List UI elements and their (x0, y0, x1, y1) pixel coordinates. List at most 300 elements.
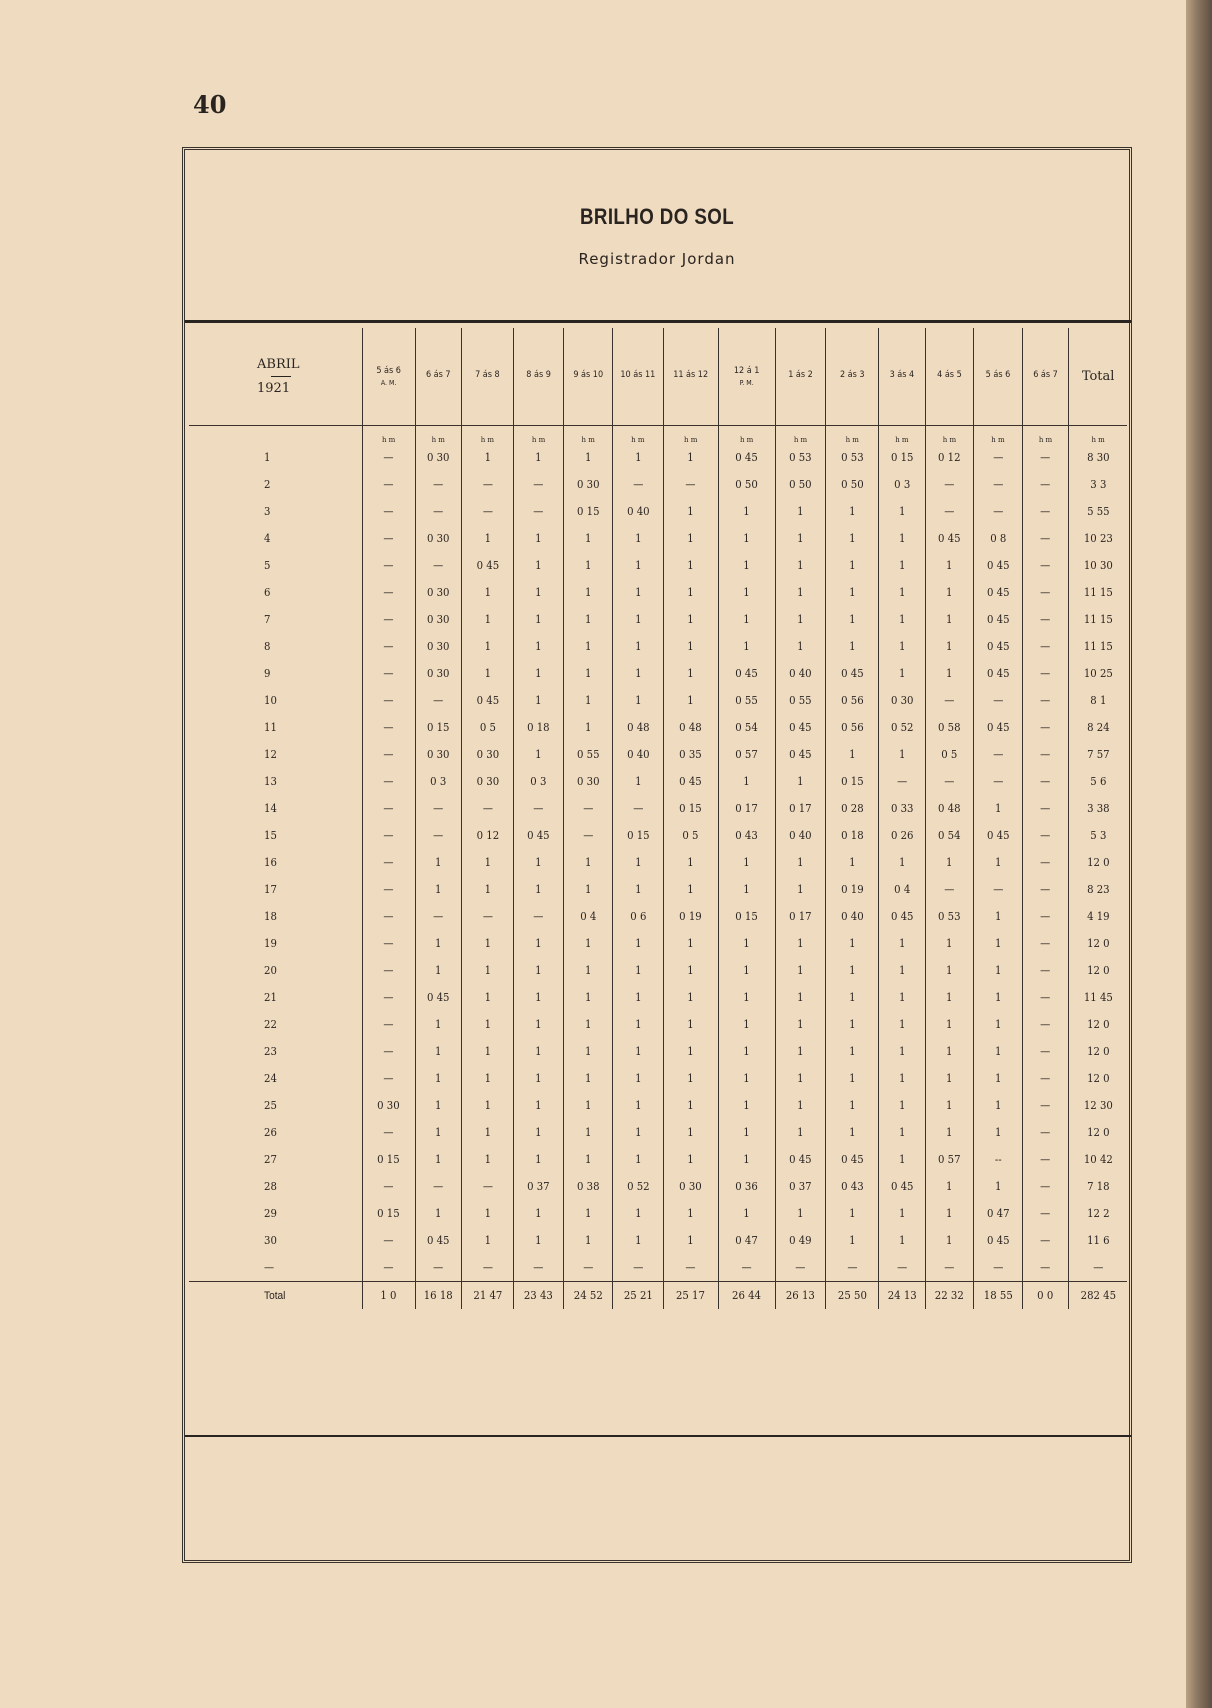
value-cell: 0 8 (976, 525, 1021, 552)
value-cell: 1 (777, 957, 824, 984)
value-cell: 0 30 (464, 768, 512, 795)
value-cell: — (417, 687, 460, 714)
value-cell: 1 (665, 1011, 716, 1038)
value-cell: 0 45 (976, 633, 1021, 660)
totals-row (189, 1282, 1127, 1310)
value-cell: 1 (464, 1146, 512, 1173)
value-cell: 1 (777, 1011, 824, 1038)
value-cell: 0 52 (615, 1173, 662, 1200)
value-cell: — (364, 471, 413, 498)
value-cell: 0 4 (881, 876, 924, 903)
hour-header (974, 328, 1023, 426)
value-cell: — (364, 1227, 413, 1254)
hour-header-label: 6 ás 7 (425, 370, 451, 380)
value-cell: 1 (976, 957, 1021, 984)
row-total-cell: 10 42 (1071, 1146, 1125, 1173)
value-cell: 1 (777, 579, 824, 606)
day-cell: 25 (264, 1099, 277, 1112)
value-cell: 1 (665, 1119, 716, 1146)
value-cell: 1 (665, 498, 716, 525)
page-title: BRILHO DO SOL (579, 204, 735, 229)
value-cell: 1 (665, 1065, 716, 1092)
value-cell: 1 (665, 957, 716, 984)
value-cell: — (1024, 1254, 1067, 1282)
value-cell: 1 (927, 1092, 972, 1119)
value-cell: 0 15 (881, 444, 924, 471)
value-cell: 1 (828, 525, 877, 552)
row-total-cell: 8 23 (1071, 876, 1125, 903)
value-cell: 1 (615, 552, 662, 579)
value-cell: 1 (566, 1092, 611, 1119)
day-cell: 20 (264, 964, 277, 977)
value-cell: — (615, 471, 662, 498)
value-cell: 1 (464, 957, 512, 984)
value-cell: 1 (976, 1038, 1021, 1065)
value-cell: — (364, 957, 413, 984)
value-cell: 0 40 (615, 741, 662, 768)
value-cell: 1 (720, 1119, 772, 1146)
value-cell: 1 (515, 606, 562, 633)
value-cell: 1 (720, 1011, 772, 1038)
value-cell: 1 (881, 930, 924, 957)
value-cell: 1 (665, 552, 716, 579)
value-cell: 1 (720, 984, 772, 1011)
unit-label: h m (775, 426, 826, 445)
value-cell: — (1024, 1011, 1067, 1038)
value-cell: 25 21 (615, 1282, 662, 1310)
value-cell: 0 45 (777, 714, 824, 741)
unit-label: h m (663, 426, 718, 445)
value-cell: 25 50 (828, 1282, 877, 1310)
table-row (189, 633, 1127, 660)
month-year-header (189, 328, 362, 426)
value-cell: 1 (566, 579, 611, 606)
value-cell: 1 (566, 687, 611, 714)
value-cell: — (464, 903, 512, 930)
value-cell: 1 (515, 741, 562, 768)
row-total-cell: 11 6 (1071, 1227, 1125, 1254)
value-cell: — (364, 498, 413, 525)
day-cell: 23 (264, 1045, 277, 1058)
value-cell: 1 (615, 633, 662, 660)
value-cell: 1 (566, 1038, 611, 1065)
value-cell: 0 45 (976, 714, 1021, 741)
value-cell: 0 19 (828, 876, 877, 903)
value-cell: 1 (566, 714, 611, 741)
value-cell: 1 (828, 1119, 877, 1146)
value-cell: 16 18 (417, 1282, 460, 1310)
row-total-cell: — (1071, 1254, 1125, 1282)
day-cell: 29 (264, 1207, 277, 1220)
value-cell: 1 (777, 1065, 824, 1092)
value-cell: 0 57 (720, 741, 772, 768)
day-cell: 21 (264, 991, 277, 1004)
value-cell: 1 (464, 606, 512, 633)
value-cell: — (927, 768, 972, 795)
value-cell: 1 (720, 768, 772, 795)
value-cell: 1 (720, 1200, 772, 1227)
value-cell: — (364, 579, 413, 606)
value-cell: 1 (417, 1200, 460, 1227)
value-cell: — (976, 1254, 1021, 1282)
value-cell: 1 (881, 1200, 924, 1227)
value-cell: 0 15 (828, 768, 877, 795)
book-spine (1186, 0, 1212, 1708)
value-cell: 0 45 (515, 822, 562, 849)
value-cell: 25 17 (665, 1282, 716, 1310)
value-cell: 0 3 (515, 768, 562, 795)
value-cell: 1 (615, 579, 662, 606)
hour-header-label: 6 ás 7 (1033, 370, 1058, 380)
total-header: Total (1069, 328, 1127, 426)
value-cell: 1 (881, 984, 924, 1011)
header-row (189, 328, 1127, 426)
value-cell: 0 53 (828, 444, 877, 471)
value-cell: 1 (777, 1119, 824, 1146)
day-cell: 9 (264, 667, 271, 680)
value-cell: 1 (720, 552, 772, 579)
value-cell: 1 (515, 984, 562, 1011)
value-cell: — (364, 1119, 413, 1146)
value-cell: 0 5 (665, 822, 716, 849)
table-row (189, 768, 1127, 795)
value-cell: 1 (417, 849, 460, 876)
value-cell: 1 (927, 633, 972, 660)
row-total-cell: 12 0 (1071, 930, 1125, 957)
value-cell: — (976, 687, 1021, 714)
value-cell: — (364, 552, 413, 579)
row-total-cell: 10 23 (1071, 525, 1125, 552)
table-row (189, 1227, 1127, 1254)
value-cell: 1 (515, 552, 562, 579)
value-cell: 0 45 (417, 1227, 460, 1254)
row-total-cell: 12 0 (1071, 849, 1125, 876)
value-cell: -- (976, 1146, 1021, 1173)
value-cell: 0 45 (927, 525, 972, 552)
value-cell: 0 37 (515, 1173, 562, 1200)
value-cell: 0 15 (720, 903, 772, 930)
value-cell: — (1024, 795, 1067, 822)
hour-header-label: 1 ás 2 (788, 370, 813, 380)
day-cell: 28 (264, 1180, 277, 1193)
value-cell: 1 (720, 1146, 772, 1173)
value-cell: 1 (566, 957, 611, 984)
value-cell: 0 30 (464, 741, 512, 768)
value-cell: 0 18 (828, 822, 877, 849)
hour-header (415, 328, 461, 426)
unit-label: h m (879, 426, 925, 445)
value-cell: 1 (828, 552, 877, 579)
value-cell: 1 (464, 984, 512, 1011)
value-cell: 0 43 (828, 1173, 877, 1200)
day-cell: 8 (264, 640, 271, 653)
value-cell: 1 (615, 1065, 662, 1092)
value-cell: 1 (615, 1227, 662, 1254)
day-cell: 30 (264, 1234, 277, 1247)
value-cell: — (720, 1254, 772, 1282)
value-cell: 1 (615, 1146, 662, 1173)
value-cell: 1 (566, 1146, 611, 1173)
value-cell: — (364, 876, 413, 903)
value-cell: 0 15 (364, 1146, 413, 1173)
value-cell: — (417, 1173, 460, 1200)
hour-header (362, 328, 415, 426)
value-cell: 0 3 (881, 471, 924, 498)
table-row (189, 552, 1127, 579)
hour-header-label: 7 ás 8 (475, 370, 500, 380)
value-cell: — (1024, 876, 1067, 903)
value-cell: — (1024, 525, 1067, 552)
value-cell: 0 30 (417, 579, 460, 606)
value-cell: 1 (615, 525, 662, 552)
value-cell: — (364, 930, 413, 957)
day-cell: 4 (264, 532, 271, 545)
value-cell: 1 (881, 1227, 924, 1254)
value-cell: — (464, 498, 512, 525)
value-cell: 1 (615, 849, 662, 876)
value-cell: 1 (464, 525, 512, 552)
value-cell: 1 (720, 633, 772, 660)
day-cell: Total (196, 1282, 355, 1310)
row-total-cell: 12 0 (1071, 1038, 1125, 1065)
value-cell: 0 37 (777, 1173, 824, 1200)
day-cell: 27 (264, 1153, 277, 1166)
value-cell: 1 (881, 849, 924, 876)
value-cell: — (1024, 498, 1067, 525)
row-total-cell: 12 0 (1071, 1065, 1125, 1092)
year-label: 1921 (257, 381, 291, 396)
value-cell: 0 48 (615, 714, 662, 741)
hour-header-label: 5 ás 6 (376, 366, 401, 376)
day-cell: 13 (264, 775, 277, 788)
value-cell: — (1024, 579, 1067, 606)
value-cell: 1 (417, 957, 460, 984)
table-row (189, 444, 1127, 471)
month-label: ABRIL (257, 357, 300, 372)
value-cell: 0 50 (720, 471, 772, 498)
value-cell: 1 (881, 741, 924, 768)
value-cell: — (1024, 957, 1067, 984)
value-cell: 1 (665, 1038, 716, 1065)
hour-header-period: P. M. (739, 379, 754, 387)
value-cell: 0 30 (364, 1092, 413, 1119)
value-cell: 1 (927, 1065, 972, 1092)
table-row (189, 822, 1127, 849)
table-row (189, 1146, 1127, 1173)
value-cell: — (1024, 1065, 1067, 1092)
value-cell: — (464, 1173, 512, 1200)
value-cell: 0 45 (828, 1146, 877, 1173)
value-cell: 0 55 (566, 741, 611, 768)
row-total-cell: 5 55 (1071, 498, 1125, 525)
value-cell: 0 38 (566, 1173, 611, 1200)
value-cell: 0 12 (464, 822, 512, 849)
value-cell: 0 53 (777, 444, 824, 471)
row-total-cell: 11 15 (1071, 606, 1125, 633)
value-cell: 0 45 (976, 606, 1021, 633)
day-cell: 7 (264, 613, 271, 626)
row-total-cell: 10 30 (1071, 552, 1125, 579)
value-cell: 1 (515, 1146, 562, 1173)
value-cell: 1 (464, 1038, 512, 1065)
table-row (189, 1011, 1127, 1038)
value-cell: 1 (927, 1227, 972, 1254)
value-cell: 1 (665, 876, 716, 903)
row-total-cell: 10 25 (1071, 660, 1125, 687)
value-cell: — (364, 633, 413, 660)
table-row (189, 1200, 1127, 1227)
value-cell: 1 (615, 1038, 662, 1065)
day-cell: 5 (264, 559, 271, 572)
day-cell: 24 (264, 1072, 277, 1085)
day-cell: 22 (264, 1018, 277, 1031)
row-total-cell: 3 38 (1071, 795, 1125, 822)
value-cell: — (1024, 1227, 1067, 1254)
unit-label: h m (826, 426, 879, 445)
hour-header-label: 3 ás 4 (889, 370, 915, 380)
day-cell: 12 (264, 748, 277, 761)
value-cell: 1 (881, 1065, 924, 1092)
value-cell: 1 (881, 552, 924, 579)
value-cell: 0 30 (881, 687, 924, 714)
value-cell: 1 (566, 1119, 611, 1146)
day-cell: 3 (264, 505, 271, 518)
value-cell: 1 (464, 1092, 512, 1119)
value-cell: 1 (566, 660, 611, 687)
value-cell: — (1024, 1146, 1067, 1173)
value-cell: 1 (777, 768, 824, 795)
hour-header-label: 9 ás 10 (573, 370, 604, 380)
value-cell: 1 (976, 1065, 1021, 1092)
value-cell: 1 (417, 1092, 460, 1119)
value-cell: 1 (464, 1011, 512, 1038)
value-cell: 1 (828, 1200, 877, 1227)
value-cell: 0 40 (828, 903, 877, 930)
value-cell: 0 45 (777, 741, 824, 768)
value-cell: 1 (566, 1011, 611, 1038)
value-cell: 1 (464, 444, 512, 471)
value-cell: 0 30 (417, 741, 460, 768)
value-cell: 1 (665, 984, 716, 1011)
value-cell: 1 (777, 984, 824, 1011)
value-cell: 1 (464, 1119, 512, 1146)
day-cell: 17 (264, 883, 277, 896)
table-row (189, 687, 1127, 714)
value-cell: 1 (464, 876, 512, 903)
value-cell: 1 (927, 957, 972, 984)
value-cell: 1 (417, 930, 460, 957)
value-cell: — (566, 795, 611, 822)
value-cell: 0 45 (720, 444, 772, 471)
value-cell: 0 0 (1024, 1282, 1067, 1310)
unit-label: h m (974, 426, 1023, 445)
value-cell: — (364, 444, 413, 471)
value-cell: 0 19 (665, 903, 716, 930)
value-cell: 1 (828, 1227, 877, 1254)
value-cell: 1 (720, 876, 772, 903)
value-cell: 0 3 (417, 768, 460, 795)
value-cell: — (566, 1254, 611, 1282)
value-cell: 1 (417, 1011, 460, 1038)
table-row (189, 903, 1127, 930)
value-cell: 0 45 (720, 660, 772, 687)
value-cell: — (1024, 633, 1067, 660)
day-cell: 6 (264, 586, 271, 599)
value-cell: 0 30 (417, 633, 460, 660)
value-cell: 0 45 (976, 1227, 1021, 1254)
value-cell: 1 (464, 1200, 512, 1227)
value-cell: 1 (615, 768, 662, 795)
value-cell: — (364, 984, 413, 1011)
value-cell: 1 (881, 1119, 924, 1146)
value-cell: 1 (417, 1065, 460, 1092)
hour-header (663, 328, 718, 426)
row-total-cell: 5 3 (1071, 822, 1125, 849)
value-cell: 1 (417, 1119, 460, 1146)
value-cell: 1 (828, 633, 877, 660)
table-row (189, 876, 1127, 903)
page-subtitle: Registrador Jordan (578, 250, 736, 268)
value-cell: 1 (927, 579, 972, 606)
value-cell: 1 (515, 1227, 562, 1254)
value-cell: 1 (927, 1173, 972, 1200)
value-cell: 18 55 (976, 1282, 1021, 1310)
value-cell: 1 (665, 1227, 716, 1254)
value-cell: 0 55 (720, 687, 772, 714)
value-cell: 1 (927, 1200, 972, 1227)
row-total-cell: 11 45 (1071, 984, 1125, 1011)
value-cell: 1 (976, 930, 1021, 957)
value-cell: — (1024, 930, 1067, 957)
value-cell: — (417, 795, 460, 822)
table-row (189, 1065, 1127, 1092)
value-cell: 0 45 (464, 552, 512, 579)
value-cell: 1 (720, 525, 772, 552)
value-cell: 0 47 (720, 1227, 772, 1254)
value-cell: 1 (566, 1200, 611, 1227)
value-cell: 1 (720, 1065, 772, 1092)
value-cell: 0 45 (417, 984, 460, 1011)
unit-label: h m (613, 426, 664, 445)
row-total-cell: 4 19 (1071, 903, 1125, 930)
value-cell: — (515, 903, 562, 930)
day-cell: 2 (264, 478, 271, 491)
row-total-cell: 8 1 (1071, 687, 1125, 714)
table-row (189, 1119, 1127, 1146)
table-row (189, 1173, 1127, 1200)
value-cell: 1 (566, 1065, 611, 1092)
row-total-cell: 12 0 (1071, 1011, 1125, 1038)
value-cell: 1 (665, 444, 716, 471)
value-cell: 1 (777, 1038, 824, 1065)
value-cell: 1 (777, 1092, 824, 1119)
value-cell: — (1024, 471, 1067, 498)
unit-label: h m (1022, 426, 1068, 445)
value-cell: 1 (515, 876, 562, 903)
value-cell: 0 17 (777, 903, 824, 930)
value-cell: 26 44 (720, 1282, 772, 1310)
value-cell: 1 (976, 849, 1021, 876)
value-cell: 0 5 (927, 741, 972, 768)
value-cell: 1 (615, 1119, 662, 1146)
table-row (189, 849, 1127, 876)
page-number: 40 (193, 90, 227, 119)
day-cell: 10 (264, 694, 277, 707)
value-cell: — (364, 1065, 413, 1092)
day-cell: 14 (264, 802, 277, 815)
value-cell: 1 (976, 1092, 1021, 1119)
value-cell: 1 (828, 579, 877, 606)
